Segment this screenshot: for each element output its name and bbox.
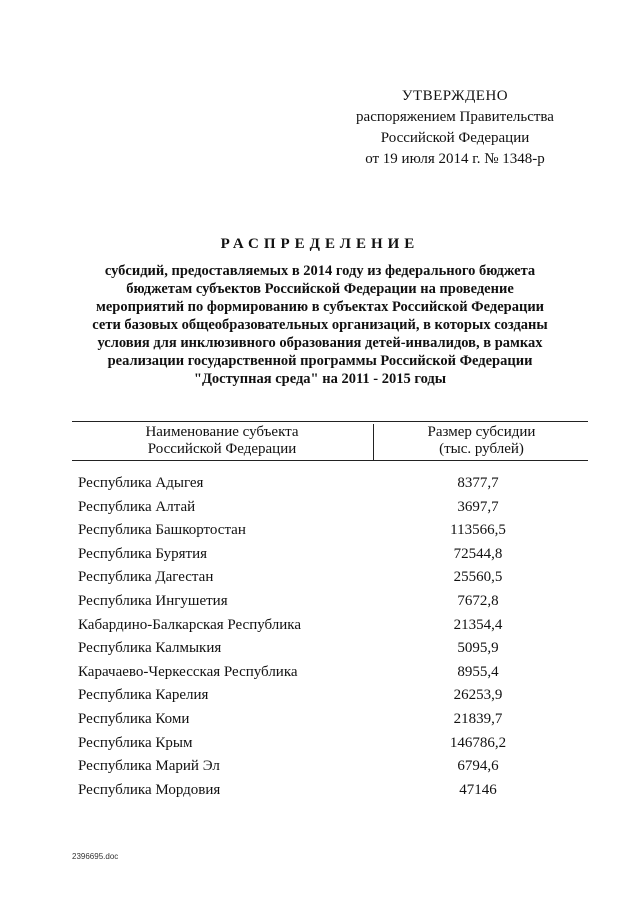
region-name: Республика Башкортостан <box>78 522 246 539</box>
table-row <box>78 499 588 523</box>
approval-line-1: распоряжением Правительства <box>356 109 554 125</box>
table-row <box>78 617 588 641</box>
subtitle-line: субсидий, предоставляемых в 2014 году из федерального бюджета <box>104 263 536 279</box>
subtitle-line: "Доступная среда" на 2011 - 2015 годы <box>193 371 447 387</box>
table-row <box>78 475 588 499</box>
header-region-line-2: Российской Федерации <box>147 441 297 457</box>
table-row <box>78 593 588 617</box>
subtitle-line: бюджетам субъектов Российской Федерации на проведение <box>126 281 514 297</box>
file-name: 2396695.doc <box>72 852 119 861</box>
table-row <box>78 664 588 688</box>
subsidy-amount: 72544,8 <box>453 545 503 562</box>
table-body <box>78 475 588 805</box>
region-name: Кабардино-Балкарская Республика <box>78 616 302 633</box>
table-row <box>78 640 588 664</box>
table-row <box>78 735 588 759</box>
document-subtitle <box>70 262 570 388</box>
region-name: Республика Мордовия <box>78 781 221 798</box>
region-name: Карачаево-Черкесская Республика <box>78 663 298 680</box>
subsidy-amount: 5095,9 <box>457 640 499 657</box>
region-name: Республика Адыгея <box>78 475 204 491</box>
table-header <box>72 421 588 461</box>
region-name: Республика Алтай <box>78 498 196 515</box>
header-amount-line-1: Размер субсидии <box>427 424 536 440</box>
subsidy-amount: 25560,5 <box>453 569 503 586</box>
region-name: Республика Коми <box>78 710 190 727</box>
table-row <box>78 569 588 593</box>
header-region-column <box>72 424 372 458</box>
approval-line-2: Российской Федерации <box>380 130 530 146</box>
region-name: Республика Марий Эл <box>78 758 220 775</box>
subtitle-line: сети базовых общеобразовательных организаций, в которых созданы <box>92 317 548 333</box>
table-row <box>78 782 588 806</box>
approval-line-3: от 19 июля 2014 г. № 1348-р <box>365 151 545 167</box>
subsidy-amount: 21839,7 <box>453 710 503 727</box>
subsidy-amount: 21354,4 <box>453 616 503 633</box>
region-name: Республика Карелия <box>78 687 209 704</box>
table-row <box>78 522 588 546</box>
header-amount-column <box>373 424 589 460</box>
subsidy-amount: 8377,7 <box>457 475 499 491</box>
table-row <box>78 711 588 735</box>
subsidy-amount: 8955,4 <box>457 663 499 680</box>
table-row <box>78 758 588 782</box>
region-name: Республика Крым <box>78 734 193 751</box>
subtitle-line: мероприятий по формированию в субъектах Российской Федерации <box>95 299 545 315</box>
header-region-line-1: Наименование субъекта <box>145 424 299 440</box>
document-title: РАСПРЕДЕЛЕНИЕ <box>220 236 420 252</box>
region-name: Республика Дагестан <box>78 569 214 586</box>
approval-stamp <box>330 86 580 170</box>
region-name: Республика Калмыкия <box>78 640 222 657</box>
region-name: Республика Бурятия <box>78 545 208 562</box>
subsidy-amount: 3697,7 <box>457 498 499 515</box>
subsidy-amount: 7672,8 <box>457 592 499 609</box>
approval-heading: УТВЕРЖДЕНО <box>401 88 509 104</box>
subsidy-amount: 6794,6 <box>457 758 499 775</box>
subsidy-amount: 146786,2 <box>449 734 507 751</box>
subtitle-line: условия для инклюзивного образования детей-инвалидов, в рамках <box>97 335 543 351</box>
subsidy-amount: 26253,9 <box>453 687 503 704</box>
subtitle-line: реализации государственной программы Российской Федерации <box>107 353 533 369</box>
subsidy-amount: 113566,5 <box>450 522 506 539</box>
subsidy-amount: 47146 <box>459 781 497 798</box>
header-amount-line-2: (тыс. рублей) <box>439 441 524 457</box>
region-name: Республика Ингушетия <box>78 592 228 609</box>
table-row <box>78 687 588 711</box>
subsidy-table <box>72 421 588 798</box>
table-row <box>78 546 588 570</box>
